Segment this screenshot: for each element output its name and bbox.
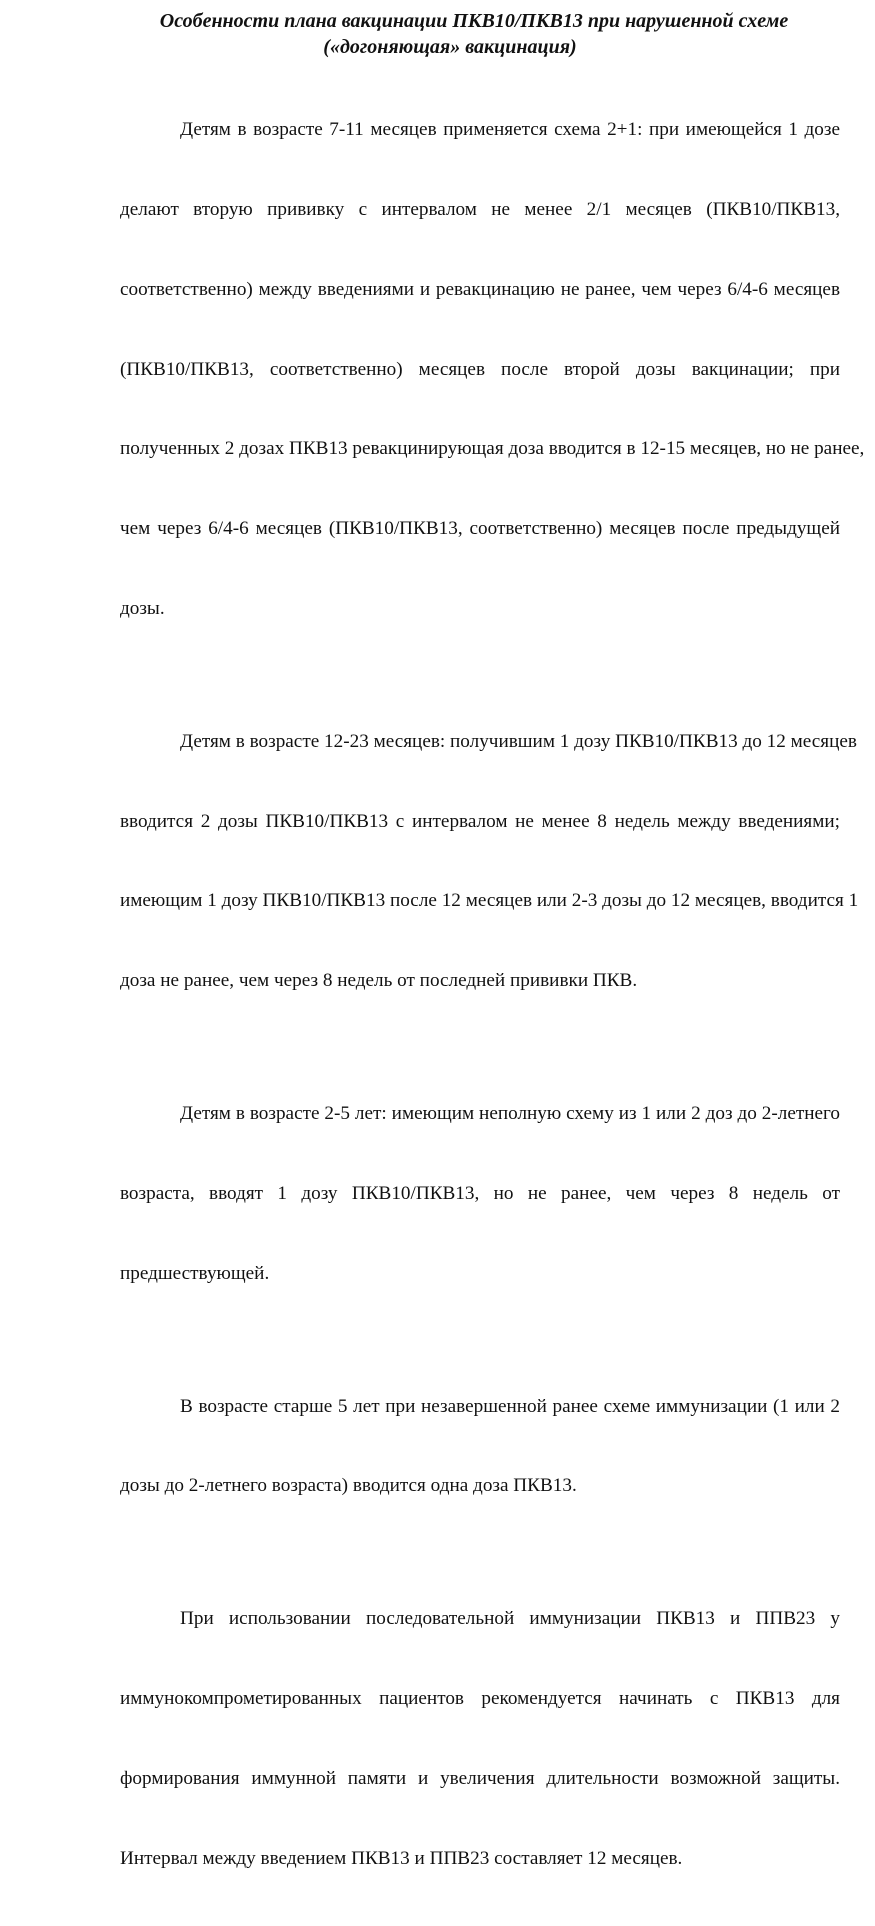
- text-line: возраста, вводят 1 дозу ПКВ10/ПКВ13, но не ранее, чем через 8 недель от: [120, 1182, 840, 1204]
- document-page: [60, 8, 865, 1926]
- paragraph-over-5-years: [60, 1341, 840, 1554]
- document-title: [60, 8, 840, 60]
- text-line: Интервал между введением ПКВ13 и ППВ23 составляет 12 месяцев.: [120, 1847, 683, 1869]
- text-line: дозы до 2-летнего возраста) вводится одна доза ПКВ13.: [120, 1475, 577, 1497]
- title-line-1: Особенности плана вакцинации ПКВ10/ПКВ13 при нарушенной схеме: [159, 10, 789, 32]
- text-line: При использовании последовательной иммунизации ПКВ13 и ППВ23 у: [180, 1608, 840, 1630]
- text-line: (ПКВ10/ПКВ13, соответственно) месяцев после второй дозы вакцинации; при: [120, 358, 840, 380]
- text-line: доза не ранее, чем через 8 недель от последней прививки ПКВ.: [120, 970, 638, 992]
- text-line: В возрасте старше 5 лет при незавершенной ранее схеме иммунизации (1 или 2: [180, 1395, 840, 1417]
- text-line: полученных 2 дозах ПКВ13 ревакцинирующая доза вводится в 12-15 месяцев, но не ранее,: [120, 438, 865, 460]
- text-line: Детям в возрасте 2-5 лет: имеющим неполную схему из 1 или 2 доз до 2-летнего: [180, 1103, 840, 1125]
- text-line: формирования иммунной памяти и увеличения длительности возможной защиты.: [120, 1768, 840, 1789]
- paragraph-12-23-months: [60, 676, 859, 1048]
- text-line: Детям в возрасте 7-11 месяцев применяется схема 2+1: при имеющейся 1 дозе: [180, 119, 840, 141]
- title-line-2: («догоняющая» вакцинация): [323, 36, 577, 58]
- text-line: предшествующей.: [120, 1262, 270, 1284]
- text-line: имеющим 1 дозу ПКВ10/ПКВ13 после 12 месяцев или 2-3 дозы до 12 месяцев, вводится 1: [120, 890, 859, 912]
- text-line: вводится 2 дозы ПКВ10/ПКВ13 с интервалом не менее 8 недель между введениями;: [120, 810, 840, 832]
- text-line: дозы.: [120, 597, 165, 619]
- text-line: делают вторую прививку с интервалом не менее 2/1 месяцев (ПКВ10/ПКВ13,: [120, 198, 840, 220]
- text-line: чем через 6/4-6 месяцев (ПКВ10/ПКВ13, соответственно) месяцев после предыдущей: [120, 518, 840, 540]
- paragraph-sequential-immunization: [60, 1553, 840, 1925]
- text-line: иммунокомпрометированных пациентов рекомендуется начинать с ПКВ13 для: [120, 1688, 840, 1710]
- text-line: соответственно) между введениями и ревакцинацию не ранее, чем через 6/4-6 месяцев: [120, 278, 840, 300]
- paragraph-2-5-years: [60, 1048, 840, 1341]
- paragraph-7-11-months: [60, 64, 865, 676]
- text-line: Детям в возрасте 12-23 месяцев: получившим 1 дозу ПКВ10/ПКВ13 до 12 месяцев: [180, 730, 857, 752]
